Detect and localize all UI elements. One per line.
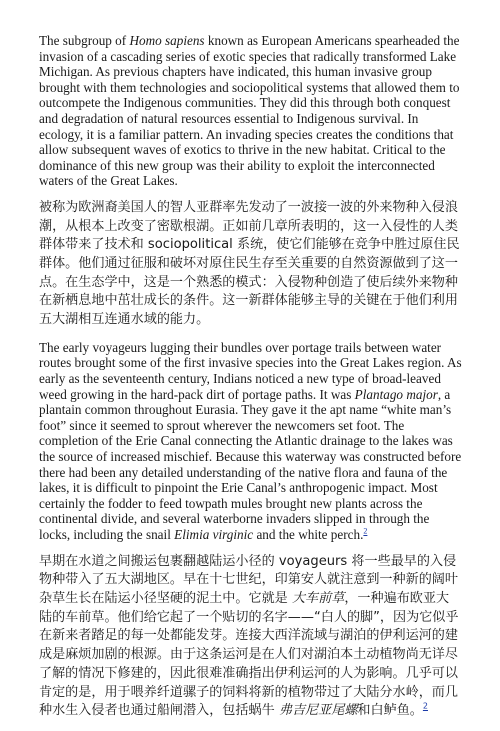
text-segment: 早期在水道之间搬运包裹翻越陆运小径的 voyageurs 将一些最早的入侵物种带入了五大湖地区。早在十七世纪，印第安人就注意到一种新的阔叶杂草生长在陆运小径坚硬的泥土中。它就是	[39, 553, 458, 606]
italic-term-homo-sapiens: Homo sapiens	[129, 33, 205, 48]
text-segment: The subgroup of	[39, 33, 130, 48]
italic-term-plantain: 大车前草	[291, 590, 345, 606]
footnote-link[interactable]: 2	[363, 526, 368, 536]
paragraph-en-2	[39, 340, 462, 543]
text-segment: known as European Americans spearheaded the invasion of a cascading series of exotic species that radically transformed Lake Michigan. As previous chapters have indicated, this human invasive group brought with them technologies and sociopolitical systems that allowed them to outcompete the Indigenous communities. They did this through both conquest and degradation of natural resources essential to Indigenous survival. In ecology, it is a familiar pattern. An invading species creates the conditions that allow subsequent waves of exotics to thrive in the new habitat. Critical to the dominance of this new group was their ability to exploit the interconnected waters of the Great Lakes.	[39, 33, 460, 189]
italic-term-elimia-virginic: Elimia virginic	[174, 526, 254, 542]
italic-term-snail: 弗吉尼亚尾螺	[278, 703, 358, 719]
document-page	[39, 33, 462, 731]
text-segment: 被称为欧洲裔美国人的智人亚群率先发动了一波接一波的外来物种入侵浪潮，从根本上改变了密歇根湖。正如前几章所表明的，这一入侵性的人类群体带来了技术和 sociopolitical 系统，使它们能够在竞争中胜过原住民群体。他们通过征服和破坏对原住民生存至关重要的自然资源做到了这一点。在生态学中，这是一个熟悉的模式：入侵物种创造了使后续外来物种在新栖息地中茁壮成长的条件。这一新群体能够主导的关键在于他们利用五大湖相互连通水域的能力。	[39, 199, 460, 328]
text-segment: ，一种遍布欧亚大陆的车前草。他们给它起了一个贴切的名字——“白人的脚”，因为它似乎在新来者踏足的每一处都能发芽。连接大西洋流域与湖泊的伊利运河的建成是麻烦加剧的根源。由于这条运河是在人们对湖泊本土动植物尚无详尽了解的情况下修建的，因此很难准确指出伊利运河的人为影响。几乎可以肯定的是，用于喂养纤道骡子的饲料将新的植物带过了大陆分水岭，而几种水生入侵者也通过船闸潜入，包括蜗牛	[39, 590, 459, 719]
text-segment: , a plantain common throughout Eurasia. They gave it the apt name “white man’s foot” since it seemed to sprout wherever the newcomers set foot. The completion of the Erie Canal connecting the Atlantic drainage to the lakes was the source of increased mischief. Because this waterway was constructed before there had been any detailed understanding of the native flora and fauna of the lakes, it is difficult to pinpoint the Erie Canal’s anthropogenic impact. Most certainly the fodder to feed towpath mules brought new plants across the continental divide, and several waterborne invaders slipped in through the locks, including the snail	[39, 386, 462, 542]
paragraph-en-1	[39, 33, 462, 189]
text-segment: The early voyageurs lugging their bundles over portage trails between water routes brought some of the first invasive species into the Great Lakes region. As early as the seventeenth century, Indians noticed a new type of broad-leaved weed growing in the hard-pack dirt of portage paths. It was	[39, 339, 462, 402]
italic-term-plantago-major: Plantago major	[354, 386, 438, 402]
paragraph-zh-1	[39, 199, 462, 330]
text-segment: 和白鲈鱼。	[357, 703, 423, 719]
text-segment: and the white perch.	[253, 526, 364, 542]
paragraph-zh-2	[39, 553, 462, 721]
footnote-link[interactable]: 2	[422, 701, 428, 711]
